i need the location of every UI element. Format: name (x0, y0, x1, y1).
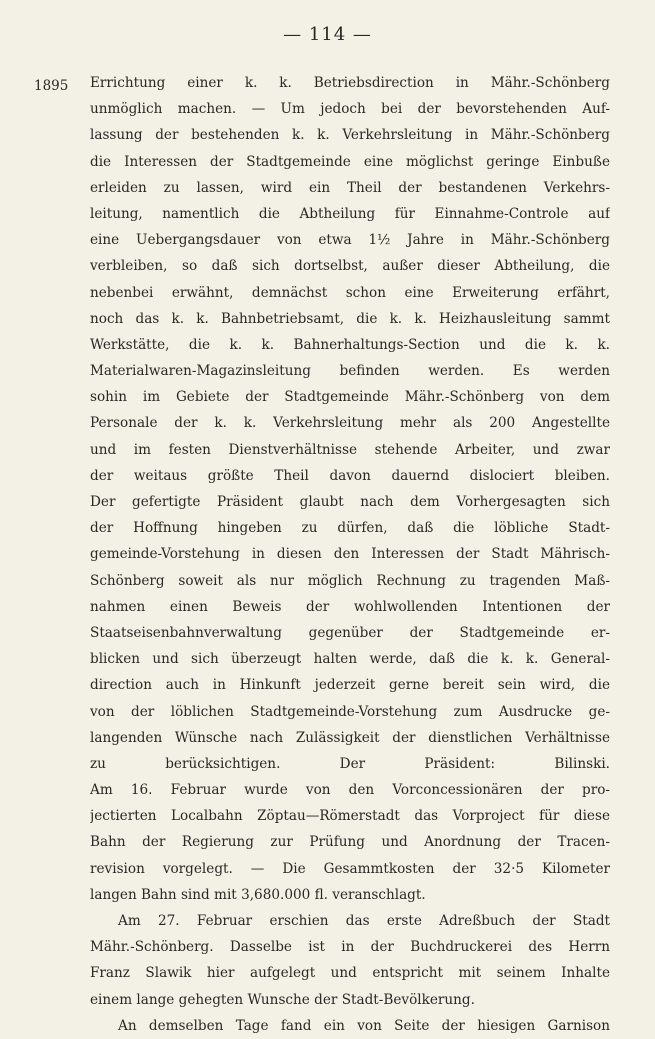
text-line: direction auch in Hinkunft jederzeit gerne bereit sein wird, die (90, 677, 610, 694)
text-line: Personale der k. k. Verkehrsleitung mehr als 200 Angestellte (90, 415, 610, 432)
text-line: sohin im Gebiete der Stadtgemeinde Mähr.-Schönberg von dem (90, 389, 610, 406)
text-line: langenden Wünsche nach Zulässigkeit der dienstlichen Verhältnisse (90, 729, 610, 746)
text-line: Franz Slawik hier aufgelegt und entspricht mit seinem Inhalte (90, 965, 610, 982)
text-line: noch das k. k. Bahnbetriebsamt, die k. k. Heizhausleitung sammt (90, 310, 610, 327)
text-line: An demselben Tage fand ein von Seite der hiesigen Garnison (118, 1017, 610, 1034)
text-line: Staatseisenbahnverwaltung gegenüber der Stadtgemeinde er- (90, 624, 610, 641)
text-line: gemeinde-Vorstehung in diesen den Interessen der Stadt Mährisch- (90, 546, 610, 563)
margin-year: 1895 (34, 78, 69, 94)
text-line: Mähr.-Schönberg. Dasselbe ist in der Buchdruckerei des Herrn (90, 939, 610, 956)
text-line: revision vorgelegt. — Die Gesammtkosten der 32·5 Kilometer (90, 860, 610, 877)
text-line: eine Uebergangsdauer von etwa 1½ Jahre in Mähr.-Schönberg (90, 232, 610, 249)
text-line: Schönberg soweit als nur möglich Rechnung zu tragenden Maß- (90, 572, 610, 589)
text-line: nebenbei erwähnt, demnächst schon eine Erweiterung erfährt, (90, 284, 610, 301)
text-line: Errichtung einer k. k. Betriebsdirection in Mähr.-Schönberg (90, 75, 610, 91)
text-line: nahmen einen Beweis der wohlwollenden Intentionen der (90, 598, 610, 615)
text-line: Der gefertigte Präsident glaubt nach dem Vorhergesagten sich (90, 494, 610, 510)
text-line: blicken und sich überzeugt halten werde, daß die k. k. General- (90, 651, 610, 668)
text-line: langen Bahn sind mit 3,680.000 fl. veranschlagt. (90, 886, 426, 903)
text-line: einem lange gehegten Wunsche der Stadt-Bevölkerung. (90, 991, 475, 1008)
text-line: unmöglich machen. — Um jedoch bei der bevorstehenden Auf- (90, 101, 610, 118)
text-line: und im festen Dienstverhältnisse stehende Arbeiter, und zwar (90, 441, 610, 458)
text-line: Am 27. Februar erschien das erste Adreßbuch der Stadt (118, 913, 610, 929)
text-line: leitung, namentlich die Abtheilung für Einnahme-Controle auf (90, 205, 610, 222)
text-line: Materialwaren-Magazinsleitung befinden werden. Es werden (90, 363, 610, 380)
text-line: erleiden zu lassen, wird ein Theil der bestandenen Verkehrs- (90, 179, 610, 196)
text-line: die Interessen der Stadtgemeinde eine möglichst geringe Einbuße (90, 153, 610, 170)
text-line: jectierten Localbahn Zöptau—Römerstadt das Vorproject für diese (90, 808, 610, 825)
text-line: Werkstätte, die k. k. Bahnerhaltungs-Section und die k. k. (90, 336, 610, 353)
text-line: der Hoffnung hingeben zu dürfen, daß die löbliche Stadt- (90, 520, 610, 537)
page-number: — 114 — (283, 24, 372, 45)
text-line: zu berücksichtigen. Der Präsident: Bilinski. (90, 755, 610, 772)
text-line: von der löblichen Stadtgemeinde-Vorstehung zum Ausdrucke ge- (90, 703, 610, 720)
text-line: Bahn der Regierung zur Prüfung und Anordnung der Tracen- (90, 834, 610, 851)
text-line: lassung der bestehenden k. k. Verkehrsleitung in Mähr.-Schönberg (90, 127, 610, 144)
text-line: Am 16. Februar wurde von den Vorconcessionären der pro- (90, 782, 610, 799)
body-text (90, 70, 610, 1039)
text-line: verbleiben, so daß sich dortselbst, außer dieser Abtheilung, die (90, 258, 610, 275)
text-line: der weitaus größte Theil davon dauernd dislociert bleiben. (90, 467, 610, 484)
